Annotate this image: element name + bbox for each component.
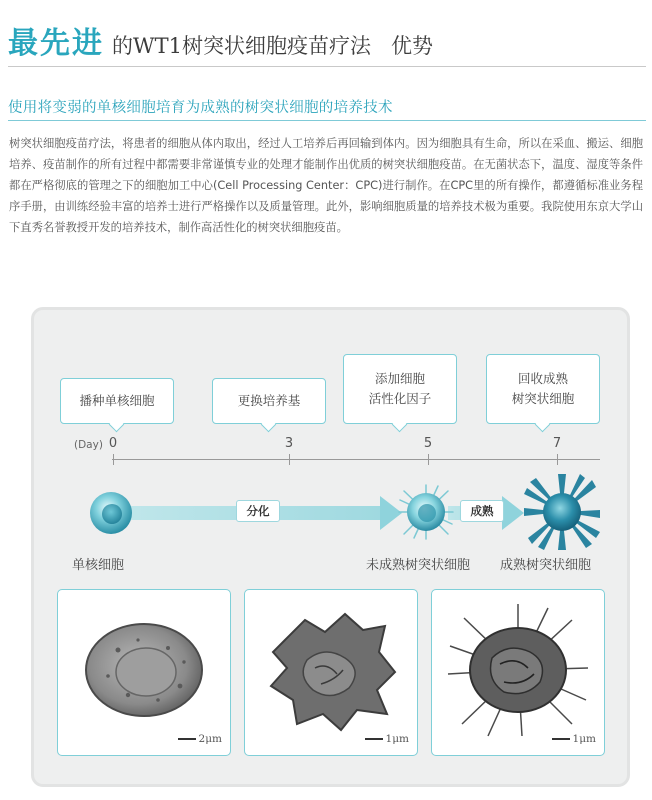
timeline-tick <box>289 454 290 465</box>
micrograph-monocyte <box>57 589 231 756</box>
section-paragraph: 树突状细胞疫苗疗法，将患者的细胞从体内取出，经过人工培养后再回输到体内。因为细胞具有生命，所以在采血、搬运、细胞培养、疫苗制作的所有过程中都需要非常谨慎专业的处理才能制作出优质的树突状细胞疫苗。在无菌状态下，温度、湿度等条件都在严格彻底的管理之下的细胞加工中心(Cell Processing Center：CPC)进行制作。在CPC里的所有操作，都遵循标准业务程序手册，由训练经验丰富的培养士进行严格操作以及质量管理。此外，影响细胞质量的培养技术极为重要。我院使用东京大学山下直秀名誉教授开发的培养技术，制作高活性化的树突状细胞疫苗。 <box>9 137 643 234</box>
step-label: 回收成熟 树突状细胞 <box>511 371 575 406</box>
mature-dc-label: 成熟树突状细胞 <box>500 558 592 573</box>
axis-unit-label: (Day) <box>74 439 103 451</box>
scale-value: 1μm <box>385 733 409 745</box>
immature-dc-micrograph-image <box>245 590 418 756</box>
day-tick-label: 3 <box>284 436 294 451</box>
scale-bar-line <box>552 738 570 740</box>
immature-dc-illustration <box>396 482 456 542</box>
immature-dc-label: 未成熟树突状细胞 <box>366 558 471 573</box>
maturation-arrow-head <box>502 496 524 530</box>
title-tail: 优势 <box>390 34 433 58</box>
maturation-label: 成熟 <box>460 500 504 522</box>
step-callout-harvest <box>486 354 600 424</box>
differentiation-label: 分化 <box>236 500 280 522</box>
scale-bar-line <box>178 738 196 740</box>
step-label: 更换培养基 <box>237 393 301 408</box>
mature-dc-micrograph-image <box>432 590 605 756</box>
step-callout-medium <box>212 378 326 424</box>
micrograph-mature-dc <box>431 589 605 756</box>
title-text: 的WT1树突状细胞疫苗疗法 <box>112 34 371 58</box>
timeline-tick <box>428 454 429 465</box>
day-tick-label: 0 <box>108 436 118 451</box>
step-callout-activate <box>343 354 457 424</box>
timeline-axis <box>112 459 600 460</box>
day-tick-label: 5 <box>423 436 433 451</box>
title-emphasis: 最先进 <box>8 26 104 61</box>
section-subheading: 使用将变弱的单核细胞培育为成熟的树突状细胞的培养技术 <box>8 100 393 116</box>
scale-bar <box>552 733 596 745</box>
scale-bar-line <box>365 738 383 740</box>
scale-value: 2μm <box>198 733 222 745</box>
scale-value: 1μm <box>572 733 596 745</box>
page-title <box>8 18 433 61</box>
timeline-tick <box>113 454 114 465</box>
monocyte-micrograph-image <box>58 590 231 756</box>
timeline-tick <box>557 454 558 465</box>
micrograph-immature-dc <box>244 589 418 756</box>
scale-bar <box>178 733 222 745</box>
step-label: 播种单核细胞 <box>79 393 155 408</box>
monocyte-label: 单核细胞 <box>72 558 125 573</box>
monocyte-illustration <box>88 490 134 536</box>
subheading-divider <box>8 120 646 121</box>
scale-bar <box>365 733 409 745</box>
step-label: 添加细胞 活性化因子 <box>368 371 432 406</box>
day-tick-label: 7 <box>552 436 562 451</box>
mature-dc-illustration <box>522 472 602 552</box>
title-divider <box>8 66 646 67</box>
step-callout-seed <box>60 378 174 424</box>
